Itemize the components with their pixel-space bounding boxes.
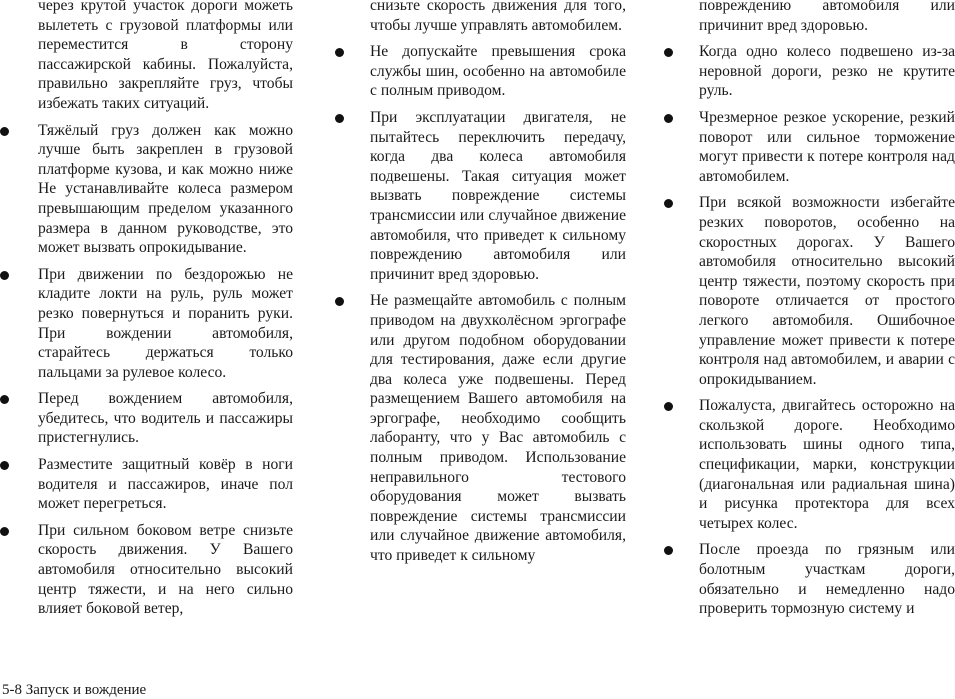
- list-item: [664, 540, 955, 618]
- list-item: [0, 121, 293, 258]
- bullet-icon: [0, 461, 9, 470]
- bullet-icon: [664, 199, 673, 208]
- list-item: [0, 455, 293, 514]
- list-item-text: Перед вождением автомобиля, убедитесь, что водитель и пассажиры пристегнулись.: [38, 390, 293, 447]
- list-item: [664, 193, 955, 389]
- list-item-text: При всякой возможности избегайте резких поворотов, особенно на скоростных дорогах. У Вашего автомобиля относительно высокий центр тяжести, поэтому скорость при повороте отличается от простого легкого автомобиля. Ошибочное управление может привести к потере контроля над автомобилем, и аварии с опрокидыванием.: [699, 194, 955, 388]
- bullet-icon: [0, 127, 9, 136]
- continuation-text: снизьте скорость движения для того, чтобы лучше управлять автомобилем.: [370, 0, 626, 34]
- list-item-text: Не допускайте превышения срока службы шин, особенно на автомобиле с полным приводом.: [370, 43, 626, 100]
- page-footer: 5-8 Запуск и вождение: [2, 682, 147, 698]
- list-item: [0, 265, 293, 383]
- bullet-icon: [664, 114, 673, 123]
- bullet-icon: [0, 395, 9, 404]
- bullet-icon: [664, 402, 673, 411]
- list-item-text: Пожалуста, двигайтесь осторожно на скользкой дороге. Необходимо использовать шины одного типа, спецификации, марки, конструкции (диагональная или радиальная шина) и рисунка протектора для всех четырех колес.: [699, 397, 955, 532]
- list-item: [664, 108, 955, 186]
- list-item-text: При движении по бездорожью не кладите локти на руль, руль может резко повернуться и поранить руки. При вождении автомобиля, старайтесь держаться только пальцами за рулевое колесо.: [38, 265, 293, 381]
- list-item: [0, 389, 293, 448]
- list-item: [664, 396, 955, 533]
- list-item: [0, 521, 293, 619]
- column-3: [664, 0, 955, 626]
- continuation-text: повреждению автомобиля или причинит вред здоровью.: [699, 0, 955, 34]
- bullet-icon: [0, 271, 9, 280]
- continuation-text: через крутой участок дороги можеть вылететь с грузовой платформы или переместится в сторону пассажирской кабины. Пожалуйста, правильно закрепляйте груз, чтобы избежать таких ситуаций.: [38, 0, 293, 112]
- bullet-icon: [335, 48, 344, 57]
- bullet-icon: [335, 297, 344, 306]
- list-item-text: Не размещайте автомобиль с полным приводом на двухколёсном эргографе или другом подобном оборудовании для тестирования, даже если другие два колеса уже подвешены. Перед размещением Вашего автомобиля на эргографе, необходимо сообщить лаборанту, что у Вас автомобиль с полным приводом. Использование неправильного тестового оборудования может вызвать повреждение системы трансмиссии или случайное движение автомобиля, что приведет к сильному: [370, 292, 626, 565]
- bullet-icon: [0, 527, 9, 536]
- list-item-text: Разместите защитный ковёр в ноги водителя и пассажиров, иначе пол может перегреться.: [38, 456, 293, 513]
- list-item: [335, 108, 626, 284]
- column-2: [335, 0, 626, 573]
- bullet-icon: [664, 48, 673, 57]
- list-item-text: При сильном боковом ветре снизьте скорость движения. У Вашего автомобиля относительно высокий центр тяжести, и на него сильно влияет боковой ветер,: [38, 521, 293, 618]
- list-item-text: Чрезмерное резкое ускорение, резкий поворот или сильное торможение могут привести к потере контроля над автомобилем.: [699, 108, 955, 185]
- list-item-text: После проезда по грязным или болотным участкам дороги, обязательно и немедленно надо проверить тормозную систему и: [699, 541, 955, 618]
- bullet-icon: [664, 546, 673, 555]
- list-item-text: Тяжёлый груз должен как можно лучше быть закреплен в грузовой платформе кузова, и как можно ниже Не устанавливайте колеса размером превышающим пределом указанного размера в данном руководстве, это может вызвать опрокидывание.: [38, 121, 293, 257]
- list-item-text: При эксплуатации двигателя, не пытайтесь переключить передачу, когда два колеса автомобиля подвешены. Такая ситуация может вызвать повреждение системы трансмиссии или случайное движение автомобиля, что приведет к сильному повреждению автомобиля или причинит вред здоровью.: [370, 108, 626, 283]
- list-item: [335, 291, 626, 565]
- list-item-text: Когда одно колесо подвешено из-за неровной дороги, резко не крутите руль.: [699, 43, 955, 100]
- column-1: [0, 0, 293, 626]
- list-item: [335, 42, 626, 101]
- list-item: [664, 42, 955, 101]
- bullet-icon: [335, 114, 344, 123]
